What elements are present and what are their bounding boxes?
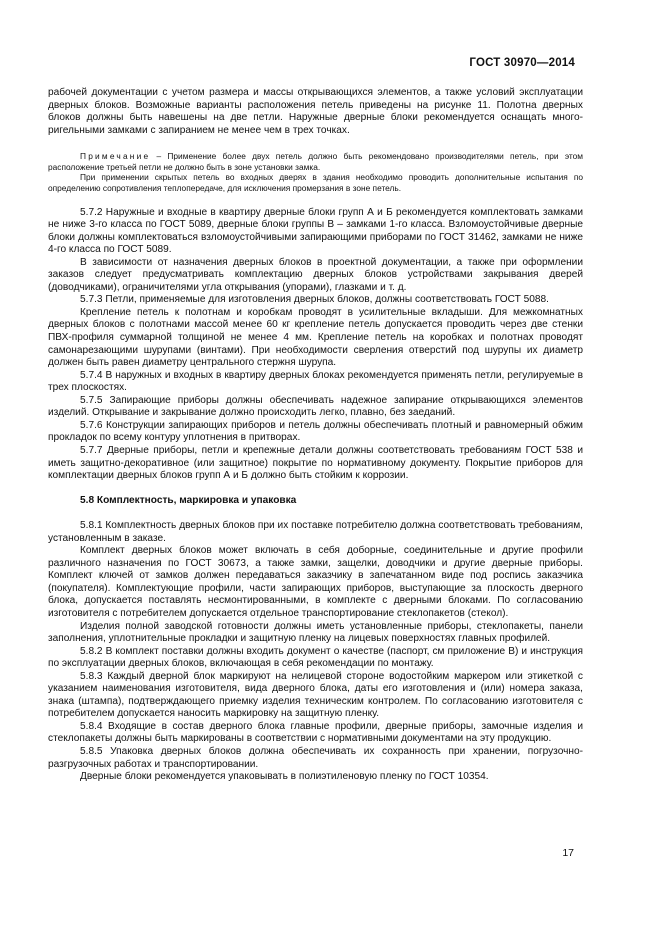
paragraph: В зависимости от назначения дверных блоков в проектной документации, а также при оформлении заказов следует предусматривать комплектацию дверных блоков устройствами закрывания дверей (доводчиками), ограничителями угла открывания (упорами), глазками и т. д. — [48, 256, 583, 293]
note-paragraph-2: При применении скрытых петель во входных дверях в здания необходимо проводить дополнительные испытания по определению сопротивления теплопередаче, для исключения промерзания в зоне петель. — [48, 172, 583, 193]
page-number: 17 — [562, 847, 574, 859]
paragraph-5-8-4: 5.8.4 Входящие в состав дверного блока главные профили, дверные приборы, замочные изделия и стеклопакеты должны быть маркированы в соответствии с нормативными документами на эту продукцию. — [48, 720, 583, 745]
note-block — [48, 151, 583, 193]
note-dash: – — [150, 151, 168, 162]
document-body — [48, 87, 583, 784]
standard-code: ГОСТ 30970—2014 — [469, 57, 575, 69]
paragraph-5-7-2: 5.7.2 Наружные и входные в квартиру дверные блоки групп А и Б рекомендуется комплектовать замками не ниже 3-го класса по ГОСТ 5089, дверные блоки группы В – замками 1-го класса. Взломоустойчивые дверные блоки должны комплектоваться взломоустойчивыми запирающими приборами по ГОСТ 31462, замками не ниже 4-го класса по ГОСТ 5089. — [48, 206, 583, 256]
paragraph-5-7-4: 5.7.4 В наружных и входных в квартиру дверных блоках рекомендуется применять петли, регулируемые в трех плоскостях. — [48, 369, 583, 394]
note-label: Примечание — [80, 151, 151, 162]
paragraph-5-8-5: 5.8.5 Упаковка дверных блоков должна обеспечивать их сохранность при хранении, погрузочно-разгрузочных работах и транспортировании. — [48, 745, 583, 770]
note-text: Применение более двух петель должно быть рекомендовано производителями петель, при этом расположение третьей петли не должно быть в зоне установки замка. — [48, 151, 583, 172]
paragraph: Дверные блоки рекомендуется упаковывать в полиэтиленовую пленку по ГОСТ 10354. — [80, 771, 489, 783]
note-paragraph — [48, 151, 583, 172]
paragraph-5-8-1: 5.8.1 Комплектность дверных блоков при их поставке потребителю должна соответствовать требованиям, установленным в заказе. — [48, 520, 583, 544]
paragraph-5-7-5: 5.7.5 Запирающие приборы должны обеспечивать надежное запирание открывающихся элементов изделий. Открывание и закрывание должно происходить легко, плавно, без заеданий. — [48, 394, 583, 419]
paragraph-5-8-3: 5.8.3 Каждый дверной блок маркируют на нелицевой стороне водостойким маркером или этикеткой с указанием наименования изготовителя, вида дверного блока, даты его изготовления и (или) номера заказа, знака (штампа), подтверждающего приемку изделия техническим контролем. По согласованию изготовителя с потребителем допускается наносить маркировку на защитную пленку. — [48, 670, 583, 720]
section-heading: 5.8 Комплектность, маркировка и упаковка — [80, 494, 297, 506]
paragraph: Крепление петель к полотнам и коробкам проводят в усилительные вкладыши. Для межкомнатных дверных блоков с полотнами массой менее 60 кг крепление петель допускается проводить через две стенки ПВХ-профиля суммарной толщиной не менее 4 мм. Крепление петель на коробках и полотнах проводят самонарезающими шурупами (винтами). При необходимости сверления отверстий под шурупы их диаметр должен быть равен диаметру центрального стержня шурупа. — [48, 306, 583, 369]
paragraph: рабочей документации с учетом размера и массы открывающихся элементов, а также условий эксплуатации дверных блоков. Возможные варианты расположения петель приведены на рисунке 11. Полотна дверных блоков должны быть навешены на две петли. Наружные дверные блоки рекомендуется оснащать много-ригельными замками с запиранием не менее чем в трех точках. — [48, 87, 583, 136]
paragraph: Изделия полной заводской готовности должны иметь установленные приборы, стеклопакеты, панели заполнения, уплотнительные прокладки и защитную пленку на лицевых поверхностях главных профилей. — [48, 620, 583, 645]
paragraph-5-8-2: 5.8.2 В комплект поставки должны входить документ о качестве (паспорт, см приложение В) и инструкция по эксплуатации дверных блоков, включающая в себя рекомендации по монтажу. — [48, 645, 583, 670]
paragraph-5-7-7: 5.7.7 Дверные приборы, петли и крепежные детали должны соответствовать требованиям ГОСТ 538 и иметь защитно-декоративное (или защитное) покрытие по нормативному документу. Покрытие приборов для комплектации дверных блоков групп А и Б должно быть стойким к коррозии. — [48, 444, 583, 482]
paragraph-5-7-3: 5.7.3 Петли, применяемые для изготовления дверных блоков, должны соответствовать ГОСТ 5088. — [80, 294, 549, 306]
paragraph: Комплект дверных блоков может включать в себя доборные, соединительные и другие профили различного назначения по ГОСТ 30673, а также замки, защелки, доводчики и другие дверные приборы. Комплект ключей от замков должен передаваться заказчику в запечатанном виде под роспись заказчика (покупателя). Комплектующие профили, части запирающих приборов, выступающие за плоскость дверного блока, допускается поставлять несмонтированными, в комплекте с дверными блоками. По согласованию изготовителя с потребителем допускается отдельное транспортирование стеклопакетов (стекол). — [48, 545, 583, 619]
paragraph-5-7-6: 5.7.6 Конструкции запирающих приборов и петель должны обеспечивать плотный и равномерный обжим прокладок по всему контуру уплотнения в притворах. — [48, 419, 583, 444]
